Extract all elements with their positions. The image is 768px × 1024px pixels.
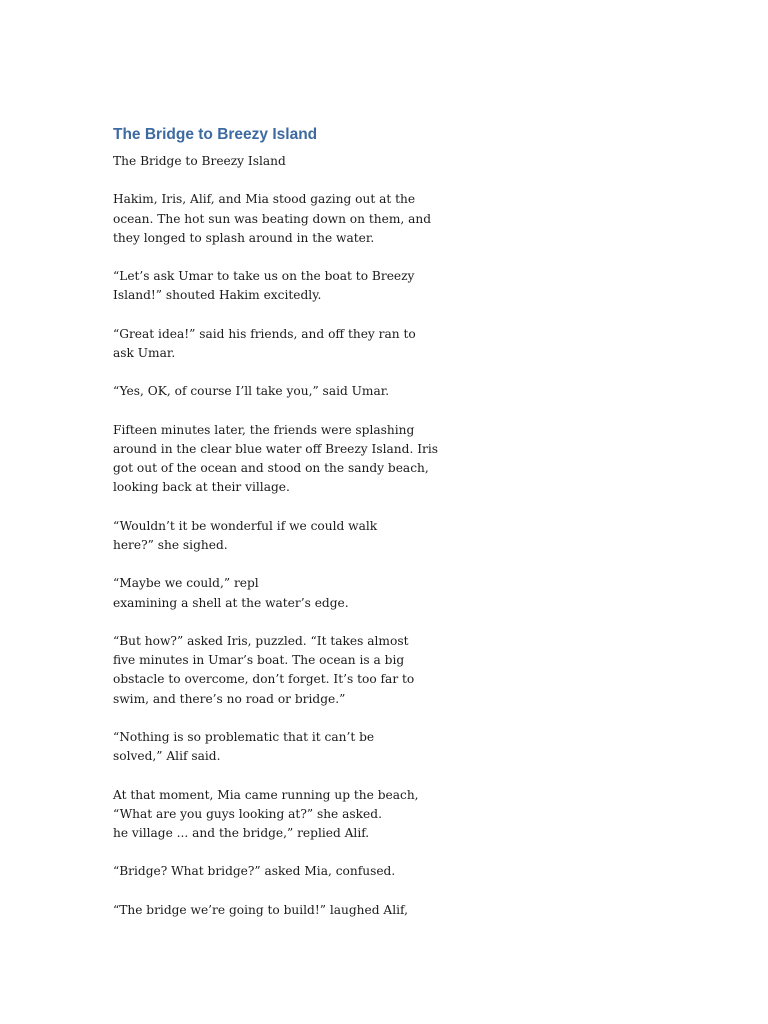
text-line: “Bridge? What bridge?” asked Mia, confused. [113, 864, 396, 879]
text-line: “The bridge we’re going to build!” laughed Alif, [113, 902, 408, 917]
text-line: “Great idea!” said his friends, and off they ran to [113, 326, 416, 341]
text-line: “Let’s ask Umar to take us on the boat to Breezy [113, 269, 415, 284]
paragraph [113, 382, 443, 401]
text-line: solved,” Alif said. [113, 749, 221, 764]
paragraph [113, 786, 443, 844]
text-line: The Bridge to Breezy Island [113, 154, 286, 168]
text-line: “Wouldn’t it be wonderful if we could walk [113, 518, 378, 533]
text-line: examining a shell at the water’s edge. [113, 595, 349, 610]
text-line: they longed to splash around in the water. [113, 230, 375, 245]
paragraph [113, 152, 443, 171]
paragraph [113, 632, 443, 709]
text-line: ask Umar. [113, 345, 176, 360]
text-line: swim, and there’s no road or bridge.” [113, 691, 346, 706]
text-line: around in the clear blue water off Breezy Island. Iris [113, 441, 438, 456]
paragraph [113, 190, 443, 248]
text-line: looking back at their village. [113, 480, 290, 495]
document-heading: The Bridge to Breezy Island [113, 126, 318, 143]
paragraph [113, 517, 443, 555]
paragraph [113, 267, 443, 305]
text-line: Fifteen minutes later, the friends were splashing [113, 422, 415, 437]
text-line: five minutes in Umar’s boat. The ocean is a big [113, 653, 405, 668]
paragraph [113, 901, 443, 920]
text-line: he village ... and the bridge,” replied Alif. [113, 825, 370, 840]
text-line: Hakim, Iris, Alif, and Mia stood gazing out at the [113, 192, 416, 207]
text-line: obstacle to overcome, don’t forget. It’s too far to [113, 672, 415, 687]
text-line: At that moment, Mia came running up the beach, [113, 787, 419, 802]
text-line: ocean. The hot sun was beating down on them, and [113, 211, 432, 226]
paragraph [113, 325, 443, 363]
text-line: “But how?” asked Iris, puzzled. “It takes almost [113, 633, 409, 648]
text-line: “What are you guys looking at?” she asked. [113, 806, 382, 821]
paragraph [113, 574, 443, 612]
text-line: Island!” shouted Hakim excitedly. [113, 288, 322, 303]
text-line: got out of the ocean and stood on the sandy beach, [113, 461, 429, 476]
paragraph [113, 421, 443, 498]
paragraph [113, 862, 443, 881]
text-line: “Nothing is so problematic that it can’t be [113, 729, 375, 744]
text-line: here?” she sighed. [113, 537, 228, 552]
document-body [113, 124, 443, 939]
text-line: “Maybe we could,” repl [113, 576, 259, 591]
text-line: “Yes, OK, of course I’ll take you,” said Umar. [113, 384, 390, 399]
paragraph [113, 728, 443, 766]
